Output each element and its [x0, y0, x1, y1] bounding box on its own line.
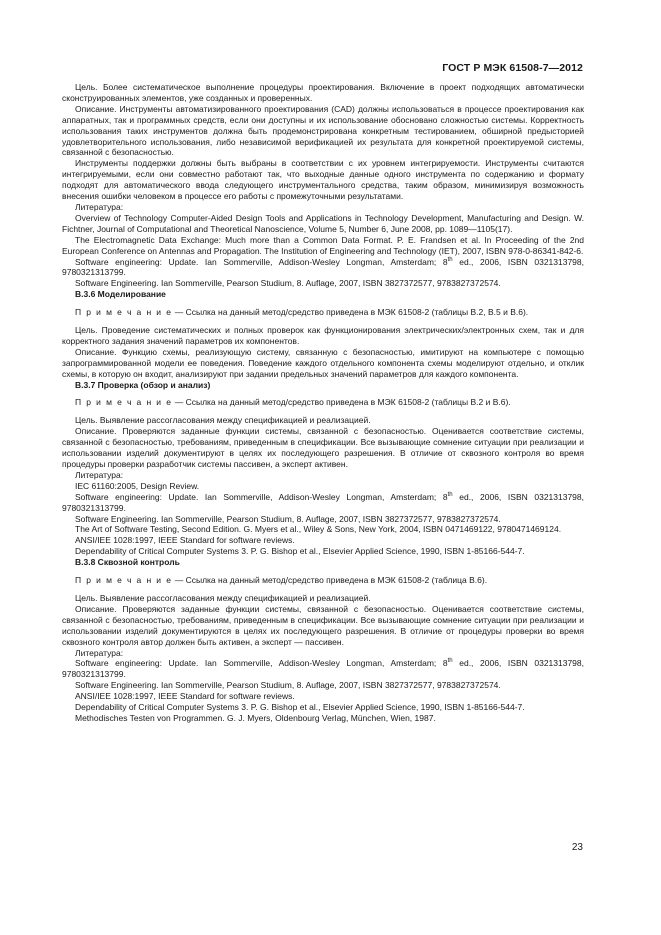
reference: Dependability of Critical Computer Systems 3. P. G. Bishop et al., Elsevier Applied Science, 1990, ISBN 1-85166-544-7. [75, 702, 525, 713]
superscript: th [447, 658, 453, 665]
document-header: ГОСТ Р МЭК 61508-7—2012 [442, 62, 583, 74]
reference-text: ed., 2006, ISBN 0321313798, 9780321313799. [62, 491, 584, 513]
note-label: П р и м е ч а н и е [75, 397, 173, 408]
reference-text: Software engineering: Update. Ian Sommerville, Addison-Wesley Longman, Amsterdam; 8 [75, 256, 448, 267]
literature-heading: Литература: [75, 469, 124, 480]
reference: Software Engineering. Ian Sommerville, Pearson Studium, 8. Auflage, 2007, ISBN 3827372577, 9783827372574. [75, 513, 501, 524]
reference [62, 492, 584, 514]
reference: Overview of Technology Computer-Aided Design Tools and Applications in Technology Development, Manufacturing and Design. W. Fichtner, Journal of Computational and Theoretical Nanoscience, Volume 5, Number 6, June 2008, pp. 1089—1105(17). [62, 212, 584, 234]
reference: Software Engineering. Ian Sommerville, Pearson Studium, 8. Auflage, 2007, ISBN 3827372577, 9783827372574. [75, 278, 501, 289]
note-text: — Ссылка на данный метод/средство приведена в МЭК 61508-2 (таблица B.6). [172, 575, 488, 586]
paragraph: Описание. Инструменты автоматизированного проектирования (CAD) должны использоваться в процессе проектирования как аппаратных, так и программных средств, если они доступны и их использование обосновано сложностью системы. Корректность использования таких инструментов должна быть продемонстрирована конкретным тестированием, обширной предысторией удовлетворительного использования, либо независимой верификацией их результата для конкретной проектируемой системы, связанной с безопасностью. [62, 103, 584, 158]
paragraph: Инструменты поддержки должны быть выбраны в соответствии с их уровнем интегрируемости. Инструменты считаются интегрируемыми, если они совместно работают так, что выходные данные одного инструмента по содержанию и формату подходят для автоматического ввода следующего инструментального средства, таким образом, минимизируя возможность внесения ошибки человеком в процессе его работы с промежуточными результатами. [62, 158, 584, 202]
superscript: th [447, 491, 453, 498]
paragraph: Цель. Более систематическое выполнение процедуры проектирования. Включение в проект подходящих автоматически сконструированных элементов, уже созданных и проверенных. [62, 82, 584, 103]
reference: IEC 61160:2005, Design Review. [75, 480, 200, 491]
superscript: th [447, 256, 453, 263]
literature-heading: Литература: [75, 647, 124, 658]
section-heading-b37: B.3.7 Проверка (обзор и анализ) [75, 379, 211, 390]
document-body [62, 82, 584, 724]
paragraph: Цель. Выявление рассогласования между спецификацией и реализацией. [75, 592, 371, 603]
reference: ANSI/IEE 1028:1997, IEEE Standard for software reviews. [75, 535, 295, 546]
reference: The Electromagnetic Data Exchange: Much more than a Common Data Format. P. E. Frandsen et al. In Proceeding of the 2nd European Conference on Antennas and Propagation. The Institution of Engineering and Technology (IET), 2007, ISBN 978-0-86341-842-6. [62, 234, 584, 256]
reference-text: ed., 2006, ISBN 0321313798, 9780321313799. [62, 658, 584, 680]
paragraph: Цель. Выявление рассогласования между спецификацией и реализацией. [75, 415, 371, 426]
literature-heading: Литература: [75, 201, 124, 212]
reference [62, 658, 584, 680]
reference-text: Software engineering: Update. Ian Sommerville, Addison-Wesley Longman, Amsterdam; 8 [75, 658, 448, 669]
page-number: 23 [571, 842, 583, 853]
reference: Software Engineering. Ian Sommerville, Pearson Studium, 8. Auflage, 2007, ISBN 3827372577, 9783827372574. [75, 680, 501, 691]
note [62, 575, 584, 586]
paragraph: Описание. Проверяются заданные функции системы, связанной с безопасностью. Оценивается соответствие системы, связанной с безопасностью, требованиям, приведенным в спецификации. Все вызывающие сомнение ситуации при реализации и использовании изделий документируют в целях их последующего разрешения. В отличие от сквозного контроля во время процедуры проверки разработчик системы пассивен, а эксперт активен. [62, 426, 584, 469]
reference: ANSI/IEE 1028:1997, IEEE Standard for software reviews. [75, 691, 295, 702]
section-heading-b36: B.3.6 Моделирование [75, 289, 166, 300]
reference: Dependability of Critical Computer Systems 3. P. G. Bishop et al., Elsevier Applied Science, 1990, ISBN 1-85166-544-7. [75, 546, 525, 557]
note-text: — Ссылка на данный метод/средство приведена в МЭК 61508-2 (таблицы B.2 и B.6). [172, 397, 511, 408]
note-label: П р и м е ч а н и е [75, 307, 173, 318]
reference: The Art of Software Testing, Second Edition. G. Myers et al., Wiley & Sons, New York, 2004, ISBN 0471469122, 9780471469124. [75, 524, 562, 535]
paragraph: Цель. Проведение систематических и полных проверок как функционирования электрических/электронных схем, так и для корректного задания значений параметров их компонентов. [62, 325, 584, 346]
paragraph: Описание. Проверяются заданные функции системы, связанной с безопасностью. Оценивается соответствие системы, связанной с безопасностью, требованиям, приведенным в спецификации. Все вызывающие сомнение ситуации при реализации и использовании изделий документируются в целях их последующего разрешения. В отличие от процедуры проверки во время сквозного контроля автор должен быть активен, а эксперт — пассивен. [62, 603, 584, 647]
note [62, 307, 584, 318]
note-text: — Ссылка на данный метод/средство приведена в МЭК 61508-2 (таблицы B.2, B.5 и B.6). [172, 307, 529, 318]
reference [62, 257, 584, 279]
section-heading-b38: B.3.8 Сквозной контроль [75, 557, 180, 568]
note [62, 397, 584, 408]
reference-text: Software engineering: Update. Ian Sommerville, Addison-Wesley Longman, Amsterdam; 8 [75, 491, 448, 502]
paragraph: Описание. Функцию схемы, реализующую систему, связанную с безопасностью, имитируют на компьютере с помощью запрограммированной модели ее поведения. Поведение каждого отдельного компонента схемы моделируют отдельно, и отклик схемы, в которую он входит, анализируют при задании предельных значений параметров для каждого компонента. [62, 346, 584, 379]
reference: Methodisches Testen von Programmen. G. J. Myers, Oldenbourg Verlag, München, Wien, 1987. [75, 712, 436, 723]
reference-text: ed., 2006, ISBN 0321313798, 9780321313799. [62, 256, 584, 278]
note-label: П р и м е ч а н и е [75, 575, 173, 586]
